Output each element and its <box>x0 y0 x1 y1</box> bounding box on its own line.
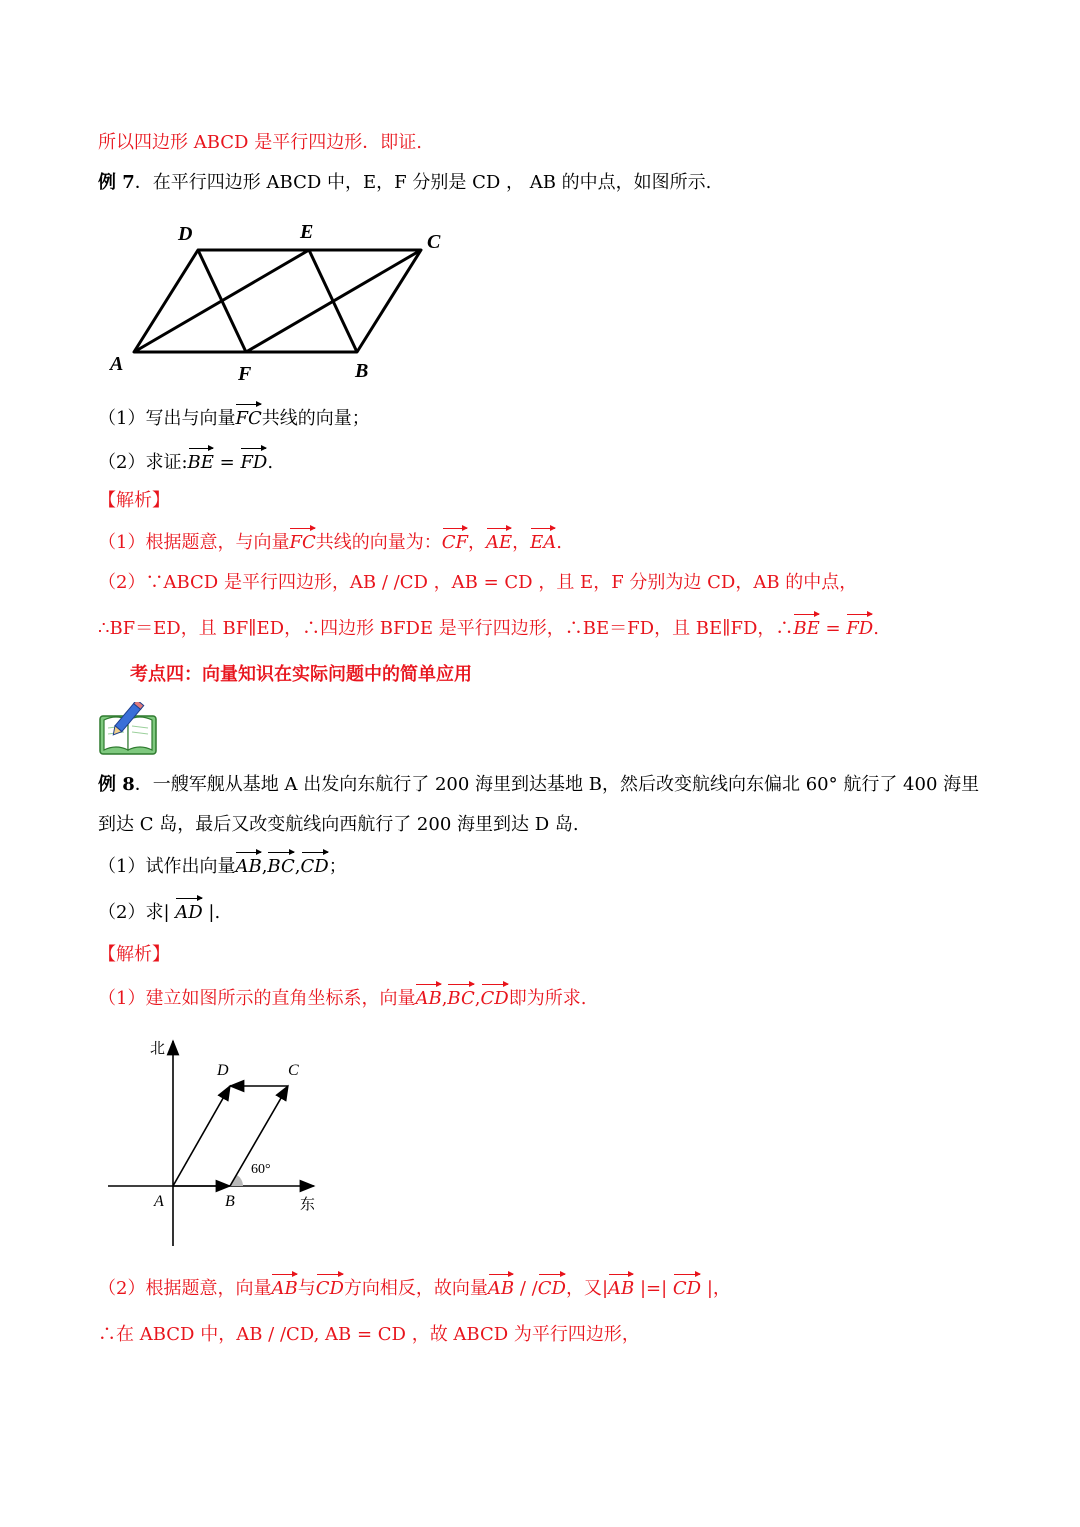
parallelogram-figure <box>100 215 460 385</box>
q1-text: （1）写出与向量 <box>98 408 236 429</box>
book-pencil-icon <box>98 702 160 756</box>
a2-head: ∴BF＝ED，且 BF∥ED，∴四边形 BFDE 是平行四边形，∴BE＝FD，且 BE∥FD，∴ <box>98 618 794 639</box>
vector-cd-a2: CD <box>316 1272 344 1298</box>
sep: , <box>261 856 268 877</box>
vector-fc-answer: FC <box>289 526 315 552</box>
example-7-answer-2-line-1: （2）∵ABCD 是平行四边形，AB / /CD ，AB = CD ，且 E，F 分别为边 CD，AB 的中点， <box>98 572 858 593</box>
q2-text-8: （2）求 <box>98 902 164 923</box>
vertex-label-b: B <box>355 360 369 382</box>
abs-mid: |=| <box>634 1278 673 1299</box>
sep: ， <box>512 532 531 553</box>
sep: , <box>294 856 301 877</box>
a1-tail: . <box>556 532 562 553</box>
example-7-question-2 <box>98 446 273 476</box>
east-label: 东 <box>300 1197 316 1213</box>
a2-mid2: 方向相反，故向量 <box>343 1278 488 1299</box>
vector-fc: FC <box>235 402 261 428</box>
example-7-answer-2-line-2 <box>98 612 879 642</box>
example-8-answer-1 <box>98 982 586 1012</box>
vector-ab-parallel: AB <box>488 1272 514 1298</box>
example-7-answer-1 <box>98 526 562 556</box>
a2-head-8: （2）根据题意，向量 <box>98 1278 272 1299</box>
vector-ab-a2: AB <box>271 1272 297 1298</box>
north-label: 北 <box>150 1041 166 1057</box>
a2-mid3: ，又 <box>565 1278 602 1299</box>
example-8-answer-2 <box>98 1272 731 1302</box>
abs-right: |， <box>701 1278 731 1299</box>
vector-fd-answer: FD <box>846 612 873 638</box>
sep: ， <box>467 532 486 553</box>
equals: = <box>819 618 847 639</box>
example-8-label: 例 8 <box>98 774 135 795</box>
example-7-label: 例 7 <box>98 172 135 193</box>
example-7-question-1 <box>98 402 370 432</box>
example-8-stem-line-1 <box>98 772 979 798</box>
example-7-text: ．在平行四边形 ABCD 中，E，F 分别是 CD ， AB 的中点，如图所示. <box>134 172 712 193</box>
vector-cd: CD <box>301 850 329 876</box>
example-7-stem <box>98 170 711 196</box>
vector-bc: BC <box>267 850 294 876</box>
vector-be: BE <box>188 446 214 472</box>
q2-tail-8: . <box>214 902 221 923</box>
vector-fd: FD <box>240 446 267 472</box>
abs-left: | <box>601 1278 609 1299</box>
vector-ea: EA <box>530 526 556 552</box>
parallelogram-abcd <box>134 250 421 352</box>
a1-mid: 共线的向量为： <box>315 532 442 553</box>
analysis-tag-8: 【解析】 <box>98 944 170 965</box>
vertex-label-e: E <box>300 221 314 243</box>
vector-bc-answer: BC <box>447 982 474 1008</box>
vertex-label-c: C <box>427 231 441 253</box>
point-label-d: D <box>217 1062 229 1079</box>
a2-tail: . <box>873 618 879 639</box>
q2-text: （2）求证: <box>98 452 188 473</box>
vector-ab-answer: AB <box>415 982 441 1008</box>
vector-ad: AD <box>175 896 202 922</box>
sep: , <box>474 988 481 1009</box>
a2-mid1: 与 <box>297 1278 316 1299</box>
q1-tail-8: ； <box>328 856 347 877</box>
example-8-question-2: （2）求| AD |. <box>98 896 220 926</box>
vector-ab: AB <box>235 850 261 876</box>
example-8-stem-line-2: 到达 C 岛，最后又改变航线向西航行了 200 海里到达 D 岛. <box>98 814 579 835</box>
q2-tail: . <box>267 452 274 473</box>
vector-cd-answer: CD <box>481 982 509 1008</box>
point-label-c: C <box>288 1062 299 1079</box>
analysis-tag-7: 【解析】 <box>98 490 170 511</box>
vertex-label-a: A <box>110 353 124 375</box>
vector-cd-parallel: CD <box>538 1272 566 1298</box>
equals-sign: = <box>213 452 241 473</box>
angle-label: 60° <box>251 1162 271 1177</box>
vector-ad-arrow <box>173 1086 230 1186</box>
coordinate-figure <box>100 1035 330 1250</box>
intro-conclusion: 所以四边形 ABCD 是平行四边形．即证. <box>98 132 422 153</box>
parallel-sign: / / <box>514 1278 538 1299</box>
vector-cf: CF <box>442 526 468 552</box>
example-8-answer-3: ∴在 ABCD 中，AB / /CD, AB = CD ，故 ABCD 为平行四边形， <box>98 1324 640 1345</box>
vector-ab-abs: AB <box>608 1272 634 1298</box>
point-label-b: B <box>225 1193 235 1210</box>
vertex-label-d: D <box>178 223 193 245</box>
angle-marker <box>230 1175 243 1186</box>
a1-head-8: （1）建立如图所示的直角坐标系，向量 <box>98 988 416 1009</box>
q1-text-8: （1）试作出向量 <box>98 856 236 877</box>
vector-be-answer: BE <box>793 612 819 638</box>
q1-tail: 共线的向量； <box>261 408 370 429</box>
point-label-a: A <box>154 1193 164 1210</box>
vector-ae: AE <box>486 526 512 552</box>
vector-cd-abs: CD <box>673 1272 701 1298</box>
section-4-title: 考点四：向量知识在实际问题中的简单应用 <box>130 664 472 685</box>
a1-tail-8: 即为所求. <box>508 988 587 1009</box>
vertex-label-f: F <box>238 363 252 385</box>
segment-df <box>198 250 246 352</box>
example-8-question-1 <box>98 850 347 880</box>
a1-head: （1）根据题意，与向量 <box>98 532 290 553</box>
sep: , <box>441 988 448 1009</box>
segment-eb <box>309 250 357 352</box>
example-8-text-1: ．一艘军舰从基地 A 出发向东航行了 200 海里到达基地 B，然后改变航线向东偏北 60° 航行了 400 海里 <box>134 774 980 795</box>
